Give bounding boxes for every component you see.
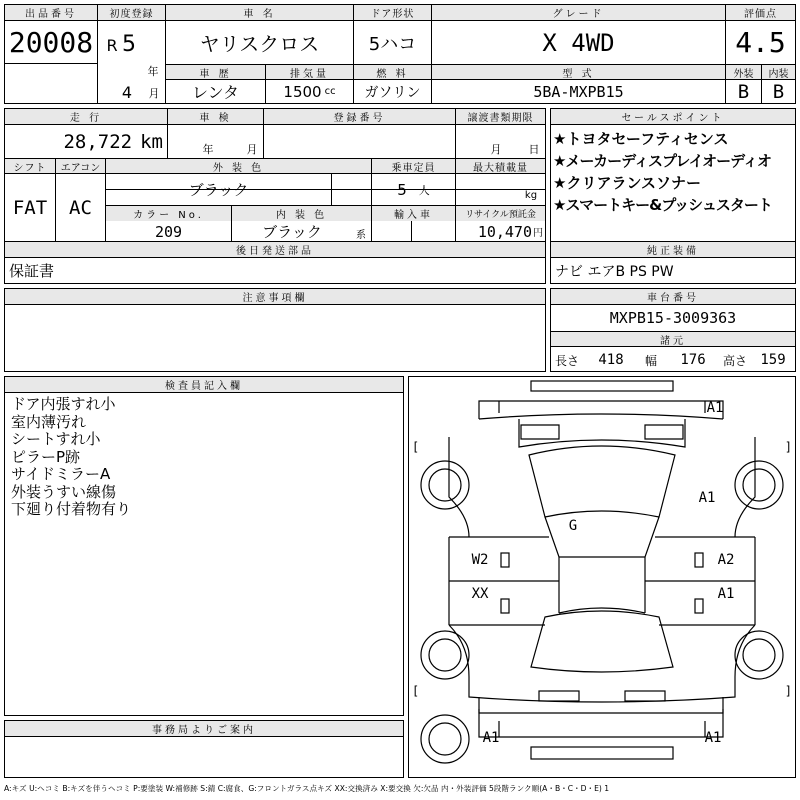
capacity-cell (372, 174, 455, 205)
month-suffix: 月 (148, 87, 160, 100)
shift-label: シフト (5, 159, 55, 173)
door-label: ドア形状 (354, 5, 431, 20)
width-value: 176 (680, 352, 706, 368)
person-unit: 人 (418, 183, 430, 197)
inspector-label: 検査員記入欄 (5, 377, 403, 392)
bracket-left-rear: [ (413, 684, 419, 698)
grade: X 4WD (542, 28, 615, 57)
sales-point-item: ★クリアランスソナー (553, 174, 701, 192)
exterior-label: 外装 (726, 65, 761, 79)
legend: A:キズ U:ヘコミ B:キズを伴うヘコミ P:要塗装 W:補修跡 S:錆 C:腐食、G:フロントガラス点キズ XX:交換済み X:要交換 欠:欠品 内・外装評価 5段階ランク順(A・B・C・D・E) 1 (4, 784, 610, 793)
car-diagram (408, 376, 796, 778)
inspector-line: ピラーP跡 (11, 447, 81, 466)
inspector-block (4, 376, 404, 716)
grade-label: グレード (432, 5, 725, 20)
color-no: 209 (154, 222, 183, 241)
mileage: 28,722 (63, 130, 133, 153)
sales-points-block (550, 108, 796, 284)
sales-point-item: ★トヨタセーフティセンス (553, 130, 729, 148)
door-type: 5ハコ (368, 33, 417, 55)
mark-front-right: A1 (706, 400, 724, 416)
lot-number-label: 出品番号 (5, 5, 97, 20)
inspector-line: 下廻り付着物有り (11, 500, 132, 518)
model-code: 5BA-MXPB15 (533, 82, 624, 101)
lot-number: 20008 (8, 25, 94, 59)
office-block (4, 720, 404, 778)
sales-point-item: ★スマートキー&プッシュスタート (553, 196, 772, 214)
max-load-label: 最大積載量 (456, 159, 545, 173)
era: R (106, 35, 118, 55)
mark-windshield: G (568, 518, 578, 534)
inspector-lines (11, 396, 131, 519)
displacement: 1500 (283, 82, 322, 101)
history-label: 車 歴 (166, 65, 265, 79)
mark-rear-right: A1 (704, 730, 722, 746)
length-value: 418 (598, 352, 624, 368)
score: 4.5 (735, 26, 786, 59)
ext-color: ブラック (188, 181, 249, 199)
score-label: 評価点 (726, 5, 795, 20)
later-parts-label: 後日発送部品 (5, 242, 545, 257)
interior-grade: B (772, 80, 785, 103)
mark-left-rear-door: XX (471, 586, 489, 602)
capacity-label: 乗車定員 (372, 159, 455, 173)
sales-points-label: セールスポイント (551, 109, 795, 124)
car-name-label: 車 名 (166, 5, 353, 20)
displacement-cell (266, 80, 353, 103)
kg-unit: kg (524, 189, 538, 201)
displacement-label: 排気量 (266, 65, 353, 79)
mark-rear-left: A1 (482, 730, 500, 746)
reg-year: 5 (122, 31, 136, 57)
details-block (4, 108, 546, 284)
height-value: 159 (760, 352, 786, 368)
cc-unit: cc (324, 86, 336, 97)
int-color: ブラック (262, 223, 322, 241)
ext-color-label: 外 装 色 (106, 159, 371, 173)
inspection-year-suffix: 年 (202, 143, 214, 156)
shift: FAT (12, 196, 48, 219)
aircon-label: エアコン (56, 159, 105, 173)
exterior-grade: B (737, 80, 750, 103)
notes-block (4, 288, 546, 372)
chassis-number: MXPB15-3009363 (609, 309, 737, 327)
transfer-deadline-label: 譲渡書類期限 (456, 109, 545, 124)
plate-label: 登録番号 (264, 109, 455, 124)
mileage-label: 走 行 (5, 109, 167, 124)
reg-month: 4 (121, 82, 133, 102)
inspector-line: サイドミラーA (11, 465, 111, 483)
inspection-month-suffix: 月 (246, 143, 258, 156)
transfer-month-suffix: 月 (490, 143, 502, 156)
bracket-right-rear: ] (785, 684, 791, 698)
height-label: 高さ (722, 353, 747, 368)
recycle-label: リサイクル預託金 (456, 206, 545, 221)
inspector-line: 室内薄汚れ (11, 412, 87, 431)
recycle-fee: 10,470 (477, 222, 532, 241)
recycle-cell (456, 222, 545, 241)
int-color-label: 内 装 色 (232, 206, 371, 221)
header-block (4, 4, 796, 104)
interior-label: 内装 (762, 65, 795, 79)
aircon: AC (69, 196, 92, 219)
bracket-left-front: [ (413, 440, 419, 454)
first-reg-label: 初度登録 (98, 5, 165, 20)
inspector-line: 外装うすい線傷 (11, 482, 117, 501)
fuel: ガソリン (364, 84, 421, 101)
later-parts: 保証書 (9, 262, 55, 280)
kei-unit: 系 (356, 229, 366, 241)
year-suffix: 年 (147, 65, 159, 78)
transfer-day-suffix: 日 (528, 143, 540, 156)
width-label: 幅 (644, 353, 657, 368)
chassis-block (550, 288, 796, 372)
sales-points-list (553, 128, 795, 216)
km-unit: km (140, 130, 163, 153)
mileage-cell (5, 125, 167, 158)
mark-left-front-door: W2 (471, 552, 489, 568)
yen-unit: 円 (533, 228, 543, 239)
car-outline (409, 377, 795, 777)
model-code-label: 型 式 (432, 65, 725, 79)
office-label: 事務局よりご案内 (5, 721, 403, 736)
dims-label: 諸元 (551, 332, 795, 346)
length-label: 長さ (554, 353, 579, 368)
car-name: ヤリスクロス (199, 32, 320, 56)
bracket-right-front: ] (785, 440, 791, 454)
mark-right-front-door: A2 (717, 552, 735, 568)
mark-fender-right: A1 (698, 490, 716, 506)
inspector-line: シートすれ小 (11, 430, 101, 448)
inspector-line: ドア内張すれ小 (11, 395, 116, 413)
capacity: 5 (397, 180, 407, 199)
sales-point-item: ★メーカーディスプレイオーディオ (553, 152, 771, 170)
fuel-label: 燃 料 (354, 65, 431, 79)
import-label: 輸入車 (372, 206, 455, 221)
genuine-equipment: ナビ エアB PS PW (555, 263, 674, 280)
history: レンタ (192, 83, 239, 102)
inspection-label: 車 検 (168, 109, 263, 124)
chassis-label: 車台番号 (551, 289, 795, 304)
genuine-label: 純正装備 (551, 242, 795, 257)
notes-label: 注意事項欄 (5, 289, 545, 304)
mark-right-rear-door: A1 (717, 586, 735, 602)
color-no-label: カラー No. (106, 206, 231, 221)
